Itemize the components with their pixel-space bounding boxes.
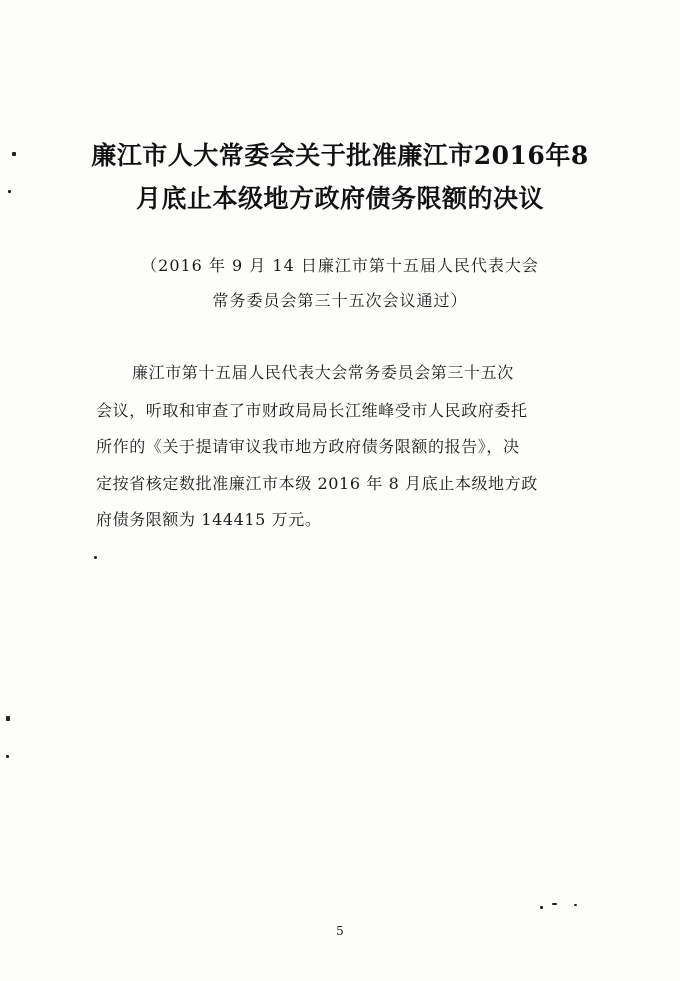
document-subtitle-line-1: （2016 年 9 月 14 日廉江市第十五届人民代表大会 [141,256,539,275]
body-text-line: 所作的《关于提请审议我市地方政府债务限额的报告》，决 [96,437,520,456]
scan-speck [540,906,543,909]
scan-speck [12,152,16,156]
body-text-line: 廉江市第十五届人民代表大会常务委员会第三十五次 [132,363,514,382]
scan-speck [574,904,577,906]
document-subtitle-line-2: 常务委员会第三十五次会议通过） [212,291,468,310]
body-text-line: 府债务限额为 144415 万元。 [96,510,322,529]
document-title-line-2: 月底止本级地方政府债务限额的决议 [135,184,544,213]
scan-speck [6,755,9,758]
page-number: 5 [336,924,344,938]
body-text-line: 会议，听取和审查了市财政局局长江维峰受市人民政府委托 [96,401,528,420]
document-title-line-1: 廉江市人大常委会关于批准廉江市2016年8 [91,141,589,170]
scan-speck [8,190,11,193]
body-text-line: 定按省核定数批准廉江市本级 2016 年 8 月底止本级地方政 [96,474,538,493]
scan-speck [6,716,10,721]
scan-speck [552,903,557,905]
scan-speck [94,556,97,559]
